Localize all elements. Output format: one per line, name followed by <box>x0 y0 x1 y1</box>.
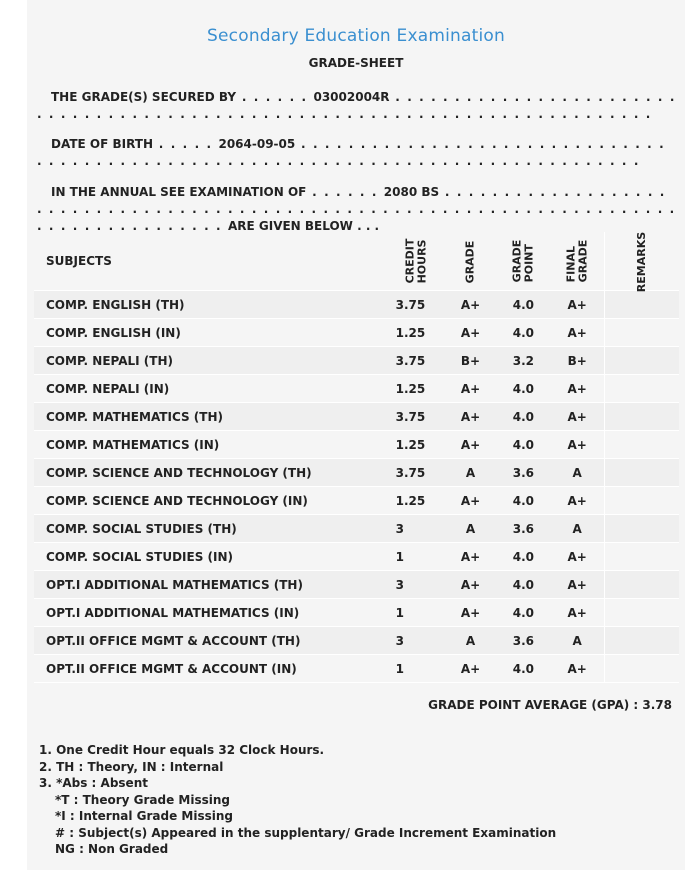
subject-cell: COMP. SOCIAL STUDIES (TH) <box>34 515 388 543</box>
final-grade-cell: A <box>551 459 605 487</box>
credit-hours-cell: 3 <box>388 627 445 655</box>
grade-point-cell: 4.0 <box>496 291 550 319</box>
notes <box>39 742 669 858</box>
grades-table <box>34 232 679 683</box>
remarks-cell <box>604 347 679 375</box>
grade-point-cell: 4.0 <box>496 543 550 571</box>
credit-hours-cell: 3.75 <box>388 403 445 431</box>
header-subjects: SUBJECTS <box>34 232 388 291</box>
table-row <box>34 347 679 375</box>
grade-point-cell: 3.6 <box>496 515 550 543</box>
grade-cell: A+ <box>445 543 496 571</box>
remarks-cell <box>604 459 679 487</box>
final-grade-cell: A+ <box>551 319 605 347</box>
subject-cell: COMP. SCIENCE AND TECHNOLOGY (IN) <box>34 487 388 515</box>
final-grade-cell: B+ <box>551 347 605 375</box>
table-row <box>34 459 679 487</box>
table-row <box>34 291 679 319</box>
note-internal-missing: *I : Internal Grade Missing <box>55 809 233 823</box>
note-theory-missing: *T : Theory Grade Missing <box>55 792 231 807</box>
table-row <box>34 515 679 543</box>
grade-cell: B+ <box>445 347 496 375</box>
subject-cell: COMP. NEPALI (TH) <box>34 347 388 375</box>
remarks-cell <box>604 375 679 403</box>
grade-cell: A+ <box>445 599 496 627</box>
note-credit-hour: 1. One Credit Hour equals 32 Clock Hours. <box>39 743 325 757</box>
credit-hours-cell: 1.25 <box>388 319 445 347</box>
remarks-cell <box>604 515 679 543</box>
remarks-cell <box>604 655 679 683</box>
final-grade-cell: A+ <box>551 431 605 459</box>
grade-sheet <box>27 0 685 870</box>
subject-cell: OPT.II OFFICE MGMT & ACCOUNT (TH) <box>34 627 388 655</box>
dob-line: DATE OF BIRTH . . . . . 2064-09-05 . . . . . . . . . . . . . . . . . . . . . . . . . . . . . . . . . . . . . . . . . . . . . . . . . . . . . . . . . . . . . . . . . . . . . . . . . . . . . . . . . . <box>37 137 666 168</box>
final-grade-cell: A+ <box>551 655 605 683</box>
grade-cell: A+ <box>445 571 496 599</box>
exam-suffix: ARE GIVEN BELOW . . . <box>227 219 380 233</box>
remarks-cell <box>604 431 679 459</box>
final-grade-cell: A+ <box>551 487 605 515</box>
table-header-row <box>34 232 679 291</box>
note-supplementary: # : Subject(s) Appeared in the supplentary/ Grade Increment Examination <box>55 825 557 840</box>
note-non-graded: NG : Non Graded <box>55 842 169 856</box>
grade-point-cell: 4.0 <box>496 319 550 347</box>
grade-cell: A <box>445 515 496 543</box>
final-grade-cell: A+ <box>551 571 605 599</box>
note-th-in: 2. TH : Theory, IN : Internal <box>39 759 224 774</box>
table-row <box>34 375 679 403</box>
exam-title: Secondary Education Examination <box>207 26 505 46</box>
subject-cell: COMP. MATHEMATICS (IN) <box>34 431 388 459</box>
grade-point-cell: 4.0 <box>496 487 550 515</box>
grade-point-cell: 4.0 <box>496 403 550 431</box>
final-grade-cell: A <box>551 515 605 543</box>
header-remarks: REMARKS <box>604 232 679 291</box>
header-final-grade: FINAL GRADE <box>551 232 605 291</box>
grade-cell: A+ <box>445 319 496 347</box>
grade-point-cell: 4.0 <box>496 375 550 403</box>
exam-label: IN THE ANNUAL SEE EXAMINATION OF <box>51 185 307 199</box>
table-row <box>34 543 679 571</box>
subject-cell: COMP. SOCIAL STUDIES (IN) <box>34 543 388 571</box>
subject-cell: COMP. SCIENCE AND TECHNOLOGY (TH) <box>34 459 388 487</box>
exam-year: 2080 BS <box>383 185 440 199</box>
grade-sheet-heading: GRADE-SHEET <box>308 56 404 70</box>
subject-cell: OPT.I ADDITIONAL MATHEMATICS (IN) <box>34 599 388 627</box>
subject-cell: OPT.I ADDITIONAL MATHEMATICS (TH) <box>34 571 388 599</box>
grade-point-cell: 3.6 <box>496 459 550 487</box>
grade-point-cell: 4.0 <box>496 431 550 459</box>
grade-cell: A <box>445 627 496 655</box>
header-grade-point: GRADE POINT <box>496 232 550 291</box>
final-grade-cell: A+ <box>551 543 605 571</box>
credit-hours-cell: 1.25 <box>388 375 445 403</box>
header-credit-hours: CREDIT HOURS <box>388 232 445 291</box>
remarks-cell <box>604 627 679 655</box>
grade-cell: A+ <box>445 403 496 431</box>
final-grade-cell: A+ <box>551 599 605 627</box>
secured-by-label: THE GRADE(S) SECURED BY <box>51 90 237 104</box>
grades-body <box>34 291 679 683</box>
remarks-cell <box>604 599 679 627</box>
table-row <box>34 403 679 431</box>
gpa-label: GRADE POINT AVERAGE (GPA) : <box>428 698 639 712</box>
gpa-value: 3.78 <box>642 698 672 712</box>
final-grade-cell: A <box>551 627 605 655</box>
subject-cell: COMP. ENGLISH (IN) <box>34 319 388 347</box>
table-row <box>34 319 679 347</box>
remarks-cell <box>604 543 679 571</box>
grade-cell: A+ <box>445 431 496 459</box>
credit-hours-cell: 3.75 <box>388 291 445 319</box>
grade-point-cell: 3.2 <box>496 347 550 375</box>
credit-hours-cell: 1 <box>388 543 445 571</box>
subject-cell: COMP. MATHEMATICS (TH) <box>34 403 388 431</box>
credit-hours-cell: 3 <box>388 515 445 543</box>
credit-hours-cell: 1 <box>388 599 445 627</box>
grade-point-cell: 4.0 <box>496 655 550 683</box>
remarks-cell <box>604 403 679 431</box>
subject-cell: OPT.II OFFICE MGMT & ACCOUNT (IN) <box>34 655 388 683</box>
table-row <box>34 571 679 599</box>
table-row <box>34 627 679 655</box>
grade-cell: A+ <box>445 291 496 319</box>
symbol-number: 03002004R <box>313 90 390 104</box>
credit-hours-cell: 1.25 <box>388 431 445 459</box>
remarks-cell <box>604 487 679 515</box>
gpa-summary <box>428 698 672 712</box>
credit-hours-cell: 3.75 <box>388 347 445 375</box>
secured-by-line: THE GRADE(S) SECURED BY . . . . . . 03002004R . . . . . . . . . . . . . . . . . . . . . . . . . . . . . . . . . . . . . . . . . . . . . . . . . . . . . . . . . . . . . . . . . . . . . . . . . . . . <box>37 90 677 121</box>
grade-cell: A+ <box>445 375 496 403</box>
credit-hours-cell: 1 <box>388 655 445 683</box>
table-row <box>34 487 679 515</box>
grade-point-cell: 3.6 <box>496 627 550 655</box>
dob-value: 2064-09-05 <box>218 137 296 151</box>
credit-hours-cell: 1.25 <box>388 487 445 515</box>
grade-point-cell: 4.0 <box>496 571 550 599</box>
remarks-cell <box>604 571 679 599</box>
remarks-cell <box>604 319 679 347</box>
grade-cell: A+ <box>445 655 496 683</box>
final-grade-cell: A+ <box>551 403 605 431</box>
grade-cell: A+ <box>445 487 496 515</box>
table-row <box>34 431 679 459</box>
subject-cell: COMP. NEPALI (IN) <box>34 375 388 403</box>
table-row <box>34 655 679 683</box>
credit-hours-cell: 3 <box>388 571 445 599</box>
grade-cell: A <box>445 459 496 487</box>
subject-cell: COMP. ENGLISH (TH) <box>34 291 388 319</box>
grade-point-cell: 4.0 <box>496 599 550 627</box>
exam-line: IN THE ANNUAL SEE EXAMINATION OF . . . . . . 2080 BS . . . . . . . . . . . . . . . . . . . . . . . . . . . . . . . . . . . . . . . . . . . . . . . . . . . . . . . . . . . . . . . . . . . . . . . . . . . . . . . . . . . . . . . . . ARE GIVEN BELOW . . . <box>37 185 676 233</box>
remarks-cell <box>604 291 679 319</box>
final-grade-cell: A+ <box>551 291 605 319</box>
note-absent: 3. *Abs : Absent <box>39 776 148 790</box>
table-row <box>34 599 679 627</box>
header-grade: GRADE <box>445 232 496 291</box>
dob-label: DATE OF BIRTH <box>51 137 153 151</box>
final-grade-cell: A+ <box>551 375 605 403</box>
credit-hours-cell: 3.75 <box>388 459 445 487</box>
